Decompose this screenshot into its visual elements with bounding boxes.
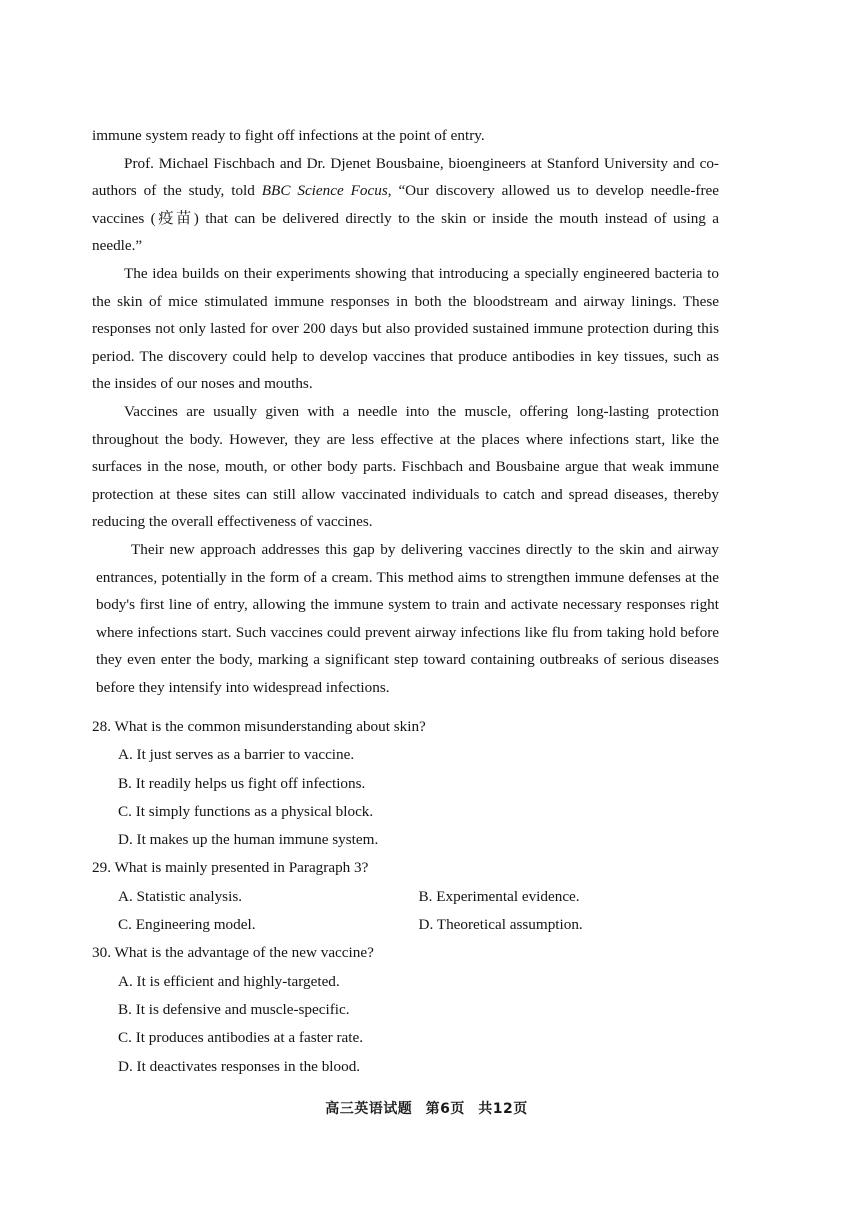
question-stem: 29. What is mainly presented in Paragraph 3? (92, 859, 369, 877)
option-b: B. It readily helps us fight off infections. (118, 774, 366, 792)
option-c: C. Engineering model. (118, 916, 256, 934)
passage-paragraph-5: Their new approach addresses this gap by delivering vaccines directly to the skin and airway entrances, potentially in the form of a cream. This method aims to strengthen immune defenses at the body's first line of entry, allowing the immune system to train and activate necessary responses right where infections start. Such vaccines could prevent airway infections like flu from taking hold before they even enter the body, marking a significant step toward containing outbreaks of serious diseases before they intensify into widespread infections. (96, 540, 719, 696)
paragraph-2-quote: , “Our discovery allowed us to develop needle-free vaccines (疫苗) that can be delivered directly to the skin or inside the mouth instead of using a needle.” (92, 182, 720, 255)
option-a: A. Statistic analysis. (118, 887, 243, 905)
option-a: A. It just serves as a barrier to vaccine. (118, 746, 355, 764)
question-30 (92, 939, 719, 1080)
exam-title: 高三英语试题 (325, 1101, 413, 1117)
option-d: D. Theoretical assumption. (418, 916, 583, 934)
option-c: C. It produces antibodies at a faster rate. (118, 1029, 364, 1047)
passage-paragraph-2 (92, 150, 719, 260)
option-d: D. It deactivates responses in the blood. (118, 1057, 361, 1075)
passage-paragraph-3: The idea builds on their experiments showing that introducing a specially engineered bacteria to the skin of mice stimulated immune responses in both the bloodstream and airway linings. These responses not only lasted for over 200 days but also provided sustained immune protection during this period. The discovery could help to develop vaccines that produce antibodies in key tissues, such as the insides of our noses and mouths. (92, 264, 719, 393)
reading-passage (92, 122, 719, 701)
option-d: D. It makes up the human immune system. (118, 831, 379, 849)
option-row (92, 911, 719, 939)
passage-paragraph-1: immune system ready to fight off infections at the point of entry. (92, 127, 485, 144)
page-footer (0, 1098, 853, 1118)
paragraph-2-text: Prof. Michael Fischbach and Dr. Djenet Bousbaine, bioengineers at Stanford University and co-authors of the study, told (92, 154, 719, 200)
passage-paragraph-4: Vaccines are usually given with a needle into the muscle, offering long-lasting protection throughout the body. However, they are less effective at the places where infections start, like the surfaces in the nose, mouth, or other body parts. Fischbach and Bousbaine argue that weak immune protection at these sites can still allow vaccinated individuals to catch and spread diseases, thereby reducing the overall effectiveness of vaccines. (92, 402, 719, 531)
option-b: B. It is defensive and muscle-specific. (118, 1000, 350, 1018)
option-a: A. It is efficient and highly-targeted. (118, 972, 340, 990)
option-row (92, 883, 719, 911)
question-28 (92, 713, 719, 854)
question-list (92, 713, 719, 1081)
page-number: 第6页 (425, 1101, 465, 1117)
page-total: 共12页 (478, 1101, 528, 1117)
option-b: B. Experimental evidence. (418, 887, 580, 905)
magazine-title: BBC Science Focus (261, 182, 388, 200)
question-29 (92, 854, 719, 939)
question-stem: 28. What is the common misunderstanding about skin? (92, 718, 426, 735)
question-stem: 30. What is the advantage of the new vaccine? (92, 944, 374, 962)
option-c: C. It simply functions as a physical block. (118, 802, 374, 820)
